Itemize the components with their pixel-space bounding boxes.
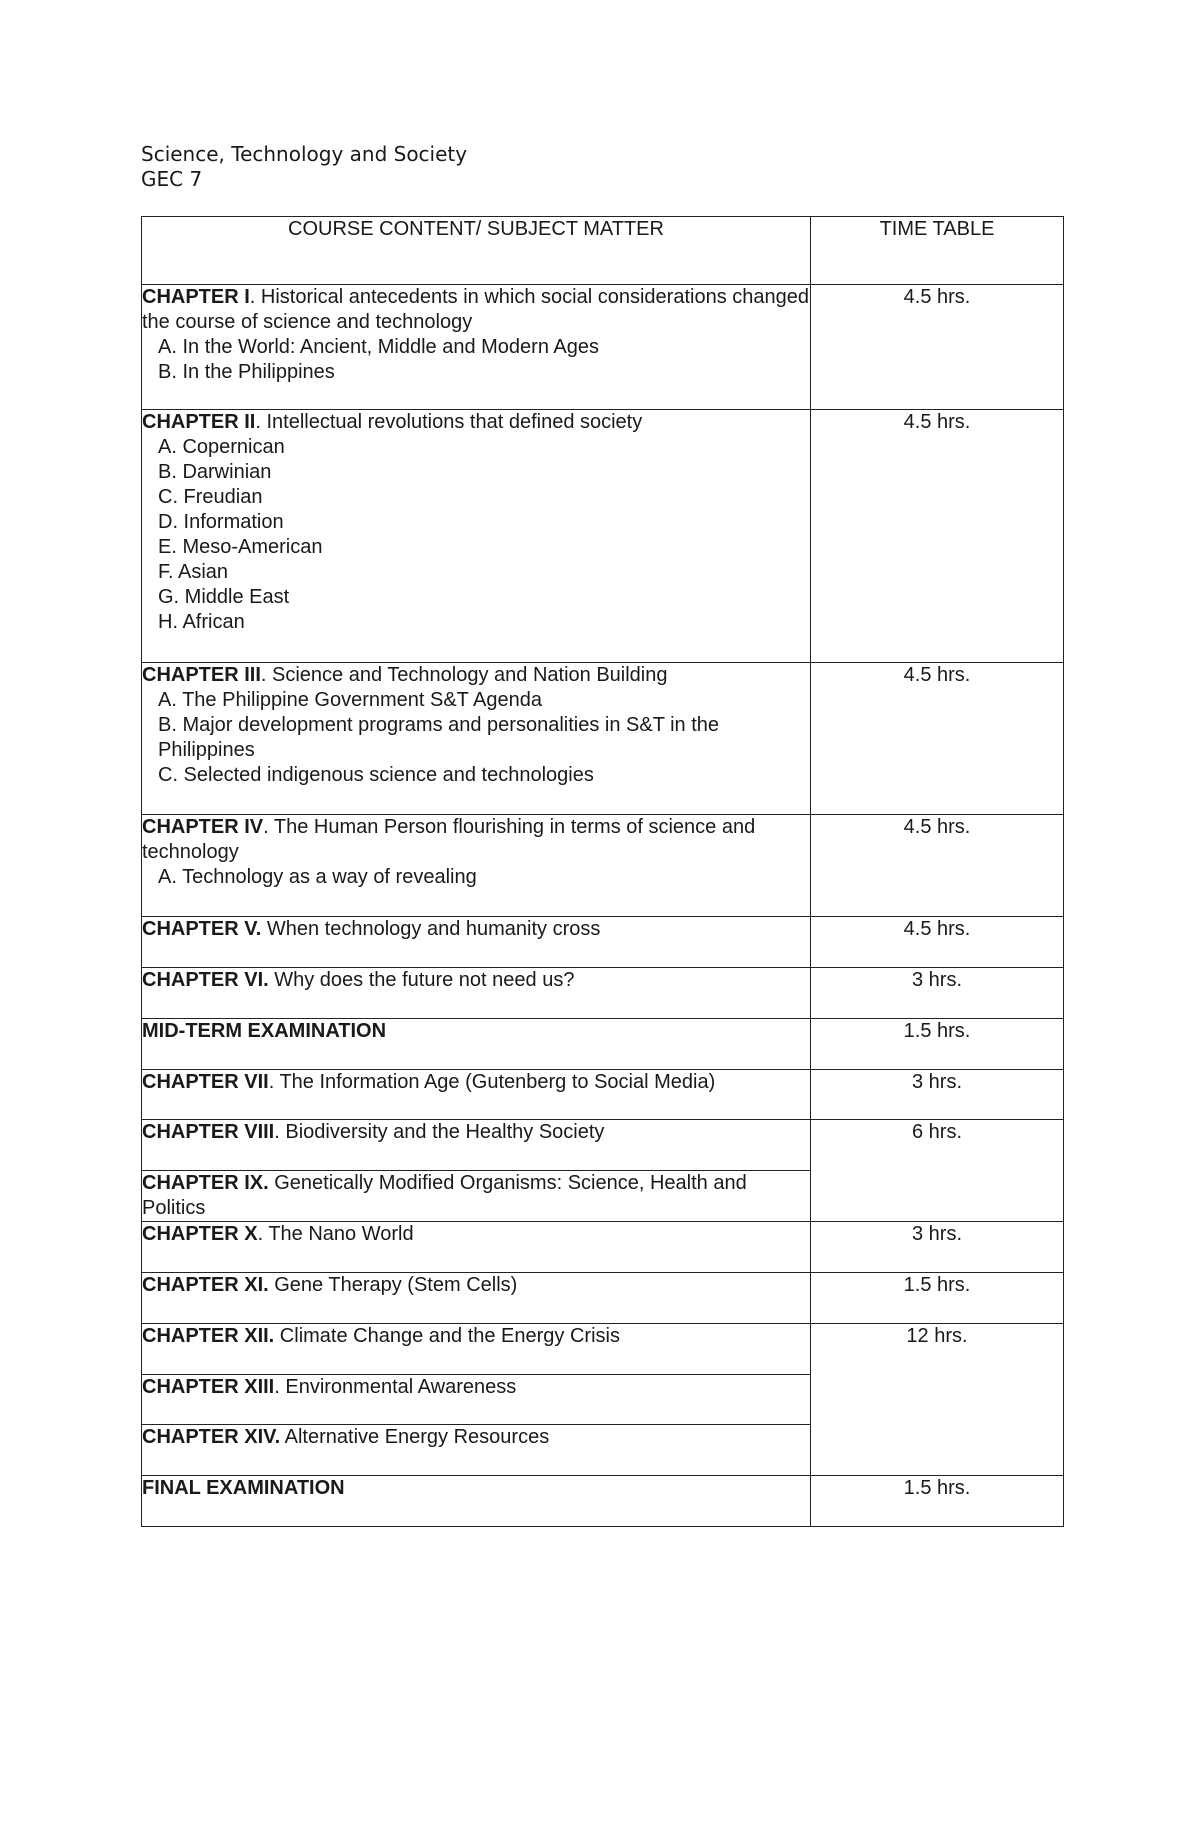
chapter-7-content [142, 1070, 811, 1120]
table-header-row [142, 217, 1064, 285]
final-title [142, 1476, 810, 1501]
column-header-time: TIME TABLE [811, 217, 1064, 285]
chapter-3-time: 4.5 hrs. [811, 663, 1064, 815]
chapter-8-text: . Biodiversity and the Healthy Society [274, 1121, 605, 1143]
chapter-8-9-time: 6 hrs. [811, 1120, 1064, 1222]
midterm-time: 1.5 hrs. [811, 1019, 1064, 1070]
chapter-2-time: 4.5 hrs. [811, 410, 1064, 663]
table-row-chapter-1 [142, 285, 1064, 410]
chapter-10-text: . The Nano World [257, 1223, 414, 1245]
table-row-chapter-2 [142, 410, 1064, 663]
chapter-14-content [142, 1425, 811, 1476]
chapter-3-label: CHAPTER III [142, 664, 261, 686]
table-row-chapter-12 [142, 1324, 1064, 1375]
document-header [141, 142, 467, 192]
chapter-4-title [142, 815, 810, 865]
chapter-2-item: H. African [158, 611, 245, 633]
chapter-7-time: 3 hrs. [811, 1070, 1064, 1120]
chapter-12-title [142, 1324, 810, 1349]
chapter-4-item: A. Technology as a way of revealing [158, 866, 477, 888]
chapter-9-label: CHAPTER IX. [142, 1172, 269, 1194]
chapter-4-text: . The Human Person flourishing in terms of science and technology [142, 816, 756, 863]
chapter-5-time: 4.5 hrs. [811, 917, 1064, 968]
chapter-14-label: CHAPTER XIV. [142, 1426, 281, 1448]
chapter-10-title [142, 1222, 810, 1247]
chapter-13-content [142, 1375, 811, 1425]
chapter-3-title [142, 663, 810, 688]
midterm-content [142, 1019, 811, 1070]
midterm-title [142, 1019, 810, 1044]
chapter-1-content [142, 285, 811, 410]
chapter-10-label: CHAPTER X [142, 1223, 258, 1245]
chapter-2-content [142, 410, 811, 663]
course-code: GEC 7 [141, 167, 203, 191]
chapter-2-item: G. Middle East [158, 586, 290, 608]
chapter-7-title [142, 1070, 810, 1095]
table-row-chapter-6 [142, 968, 1064, 1019]
chapter-2-label: CHAPTER II [142, 411, 256, 433]
chapter-12-content [142, 1324, 811, 1375]
column-header-content: COURSE CONTENT/ SUBJECT MATTER [142, 217, 811, 285]
chapter-1-item: B. In the Philippines [158, 361, 335, 383]
chapter-13-label: CHAPTER XIII [142, 1376, 275, 1398]
table-row-final [142, 1476, 1064, 1527]
chapter-1-time: 4.5 hrs. [811, 285, 1064, 410]
chapter-7-label: CHAPTER VII [142, 1071, 269, 1093]
chapter-14-title [142, 1425, 810, 1450]
final-label: FINAL EXAMINATION [142, 1477, 345, 1499]
chapter-1-item: A. In the World: Ancient, Middle and Modern Ages [158, 336, 599, 358]
chapter-12-text: Climate Change and the Energy Crisis [274, 1325, 620, 1347]
chapter-6-label: CHAPTER VI. [142, 969, 269, 991]
chapter-12-label: CHAPTER XII. [142, 1325, 275, 1347]
chapter-5-title [142, 917, 810, 942]
table-row-chapter-5 [142, 917, 1064, 968]
chapter-11-time: 1.5 hrs. [811, 1273, 1064, 1324]
chapter-6-text: Why does the future not need us? [268, 969, 575, 991]
chapter-4-content [142, 815, 811, 917]
chapter-2-text: . Intellectual revolutions that defined society [255, 411, 643, 433]
chapter-3-item: A. The Philippine Government S&T Agenda [158, 689, 542, 711]
table-row-chapter-11 [142, 1273, 1064, 1324]
table-row-chapter-8 [142, 1120, 1064, 1171]
chapter-13-text: . Environmental Awareness [274, 1376, 517, 1398]
chapter-10-content [142, 1222, 811, 1273]
chapter-11-text: Gene Therapy (Stem Cells) [268, 1274, 518, 1296]
chapter-11-label: CHAPTER XI. [142, 1274, 269, 1296]
chapter-10-time: 3 hrs. [811, 1222, 1064, 1273]
midterm-label: MID-TERM EXAMINATION [142, 1020, 387, 1042]
chapter-1-title [142, 285, 810, 335]
final-content [142, 1476, 811, 1527]
chapter-4-time: 4.5 hrs. [811, 815, 1064, 917]
chapter-2-item: B. Darwinian [158, 461, 272, 483]
chapter-11-title [142, 1273, 810, 1298]
chapter-3-item: B. Major development programs and personalities in S&T in the Philippines [158, 714, 720, 761]
course-title: Science, Technology and Society [141, 142, 468, 166]
chapter-3-content [142, 663, 811, 815]
table-row-chapter-10 [142, 1222, 1064, 1273]
chapter-2-item: A. Copernican [158, 436, 285, 458]
chapter-12-14-time: 12 hrs. [811, 1324, 1064, 1476]
chapter-4-label: CHAPTER IV [142, 816, 264, 838]
chapter-2-item: E. Meso-American [158, 536, 323, 558]
chapter-11-content [142, 1273, 811, 1324]
table-row-chapter-7 [142, 1070, 1064, 1120]
table-row-midterm [142, 1019, 1064, 1070]
chapter-13-title [142, 1375, 810, 1400]
chapter-5-label: CHAPTER V. [142, 918, 262, 940]
chapter-2-title [142, 410, 810, 435]
chapter-8-title [142, 1120, 810, 1145]
chapter-6-title [142, 968, 810, 993]
chapter-2-item: D. Information [158, 511, 284, 533]
chapter-8-content [142, 1120, 811, 1171]
chapter-8-label: CHAPTER VIII [142, 1121, 275, 1143]
chapter-7-text: . The Information Age (Gutenberg to Social Media) [268, 1071, 716, 1093]
table-row-chapter-3 [142, 663, 1064, 815]
chapter-1-text: . Historical antecedents in which social considerations changed the course of science and technology [142, 286, 809, 333]
chapter-3-item: C. Selected indigenous science and technologies [158, 764, 594, 786]
chapter-9-text: Genetically Modified Organisms: Science, Health and Politics [142, 1172, 747, 1219]
chapter-6-time: 3 hrs. [811, 968, 1064, 1019]
chapter-2-item: C. Freudian [158, 486, 263, 508]
chapter-5-content [142, 917, 811, 968]
chapter-1-label: CHAPTER I [142, 286, 250, 308]
chapter-6-content [142, 968, 811, 1019]
table-row-chapter-4 [142, 815, 1064, 917]
final-time: 1.5 hrs. [811, 1476, 1064, 1527]
chapter-2-item: F. Asian [158, 561, 229, 583]
chapter-9-title [142, 1171, 810, 1221]
course-content-table [141, 216, 1064, 1527]
chapter-14-text: Alternative Energy Resources [280, 1426, 550, 1448]
chapter-3-text: . Science and Technology and Nation Building [260, 664, 668, 686]
chapter-9-content [142, 1171, 811, 1222]
chapter-5-text: When technology and humanity cross [261, 918, 601, 940]
